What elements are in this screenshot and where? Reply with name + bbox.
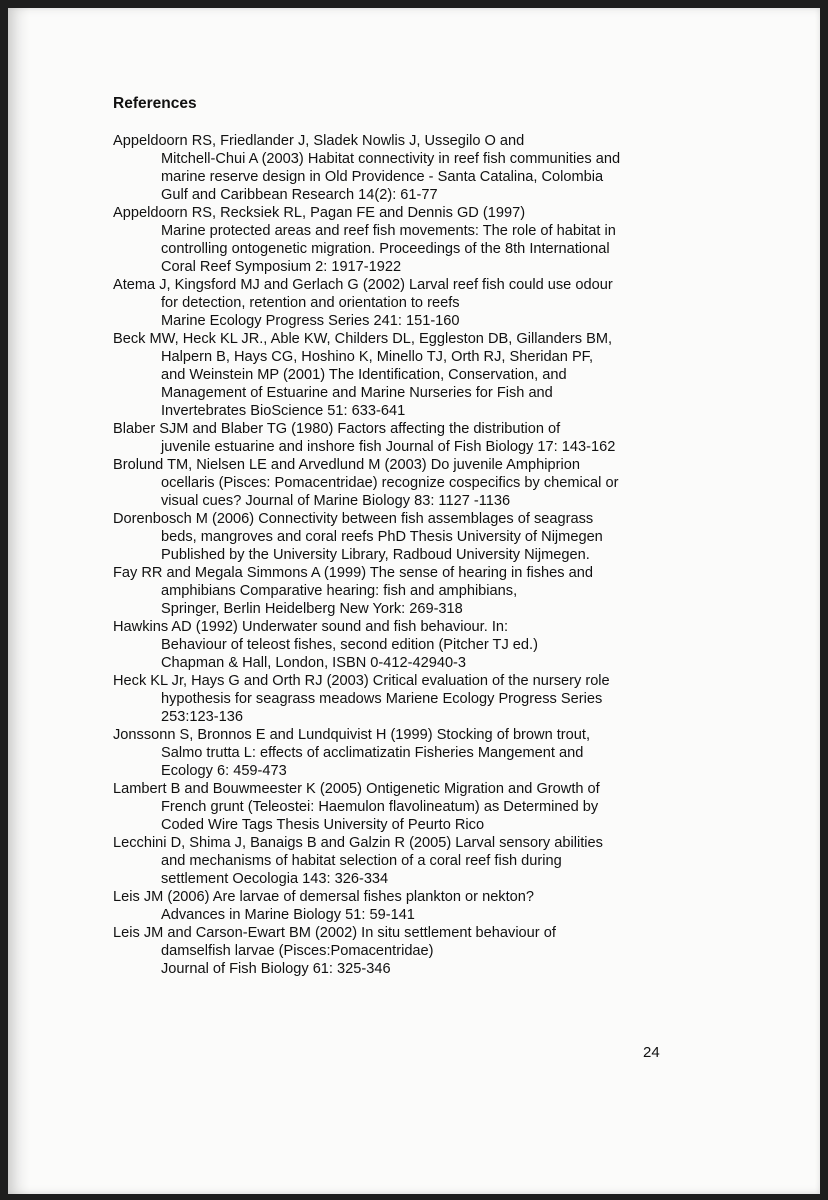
reference-first-line: Lambert B and Bouwmeester K (2005) Ontigenetic Migration and Growth of (113, 781, 600, 797)
reference-continuation-line: controlling ontogenetic migration. Proceedings of the 8th International (161, 241, 610, 257)
reference-continuation-line: Halpern B, Hays CG, Hoshino K, Minello TJ, Orth RJ, Sheridan PF, (161, 349, 594, 365)
reference-continuation-line: Ecology 6: 459-473 (161, 763, 287, 779)
reference-first-line: Fay RR and Megala Simmons A (1999) The sense of hearing in fishes and (113, 565, 593, 581)
reference-first-line: Heck KL Jr, Hays G and Orth RJ (2003) Critical evaluation of the nursery role (113, 673, 610, 689)
reference-first-line: Brolund TM, Nielsen LE and Arvedlund M (2003) Do juvenile Amphiprion (113, 457, 580, 473)
reference-continuation-line: settlement Oecologia 143: 326-334 (161, 871, 389, 887)
reference-continuation-line: and Weinstein MP (2001) The Identification, Conservation, and (161, 367, 567, 383)
reference-continuation-line: visual cues? Journal of Marine Biology 83: 1127 -1136 (161, 493, 511, 509)
reference-entry (113, 780, 673, 834)
reference-entry (113, 726, 673, 780)
section-heading: References (113, 95, 197, 112)
reference-continuation-line: Behaviour of teleost fishes, second edition (Pitcher TJ ed.) (161, 637, 538, 653)
reference-continuation-line: Gulf and Caribbean Research 14(2): 61-77 (161, 187, 438, 203)
reference-continuation-line: juvenile estuarine and inshore fish Journal of Fish Biology 17: 143-162 (161, 439, 616, 455)
reference-continuation-line: French grunt (Teleostei: Haemulon flavolineatum) as Determined by (161, 799, 599, 815)
reference-first-line: Lecchini D, Shima J, Banaigs B and Galzin R (2005) Larval sensory abilities (113, 835, 603, 851)
reference-continuation-line: Coded Wire Tags Thesis University of Peurto Rico (161, 817, 485, 833)
reference-continuation-line: Springer, Berlin Heidelberg New York: 269-318 (161, 601, 463, 617)
reference-first-line: Leis JM and Carson-Ewart BM (2002) In situ settlement behaviour of (113, 925, 556, 941)
reference-first-line: Blaber SJM and Blaber TG (1980) Factors affecting the distribution of (113, 421, 561, 437)
reference-continuation-line: Marine Ecology Progress Series 241: 151-160 (161, 313, 460, 329)
reference-first-line: Atema J, Kingsford MJ and Gerlach G (2002) Larval reef fish could use odour (113, 277, 613, 293)
page-number: 24 (643, 1044, 660, 1061)
reference-continuation-line: Chapman & Hall, London, ISBN 0-412-42940-3 (161, 655, 467, 671)
reference-list (113, 132, 673, 978)
reference-entry (113, 618, 673, 672)
reference-continuation-line: beds, mangroves and coral reefs PhD Thesis University of Nijmegen (161, 529, 603, 545)
reference-entry (113, 420, 673, 456)
reference-continuation-line: hypothesis for seagrass meadows Mariene Ecology Progress Series (161, 691, 603, 707)
reference-entry (113, 132, 673, 204)
reference-first-line: Appeldoorn RS, Friedlander J, Sladek Nowlis J, Ussegilo O and (113, 133, 525, 149)
reference-continuation-line: damselfish larvae (Pisces:Pomacentridae) (161, 943, 434, 959)
reference-entry (113, 276, 673, 330)
reference-continuation-line: and mechanisms of habitat selection of a coral reef fish during (161, 853, 562, 869)
reference-continuation-line: marine reserve design in Old Providence - Santa Catalina, Colombia (161, 169, 604, 185)
reference-entry (113, 672, 673, 726)
reference-entry (113, 888, 673, 924)
reference-continuation-line: for detection, retention and orientation to reefs (161, 295, 460, 311)
reference-entry (113, 834, 673, 888)
reference-continuation-line: Management of Estuarine and Marine Nurseries for Fish and (161, 385, 553, 401)
reference-continuation-line: ocellaris (Pisces: Pomacentridae) recognize cospecifics by chemical or (161, 475, 619, 491)
reference-continuation-line: Salmo trutta L: effects of acclimatizatin Fisheries Mangement and (161, 745, 584, 761)
reference-entry (113, 330, 673, 420)
reference-continuation-line: Invertebrates BioScience 51: 633-641 (161, 403, 406, 419)
reference-first-line: Hawkins AD (1992) Underwater sound and fish behaviour. In: (113, 619, 509, 635)
reference-continuation-line: Journal of Fish Biology 61: 325-346 (161, 961, 391, 977)
reference-first-line: Appeldoorn RS, Recksiek RL, Pagan FE and Dennis GD (1997) (113, 205, 526, 221)
reference-first-line: Dorenbosch M (2006) Connectivity between fish assemblages of seagrass (113, 511, 594, 527)
reference-entry (113, 204, 673, 276)
reference-continuation-line: Published by the University Library, Radboud University Nijmegen. (161, 547, 590, 563)
reference-entry (113, 924, 673, 978)
reference-first-line: Beck MW, Heck KL JR., Able KW, Childers DL, Eggleston DB, Gillanders BM, (113, 331, 613, 347)
reference-entry (113, 564, 673, 618)
reference-entry (113, 510, 673, 564)
reference-continuation-line: 253:123-136 (161, 709, 243, 725)
reference-first-line: Jonssonn S, Bronnos E and Lundquivist H (1999) Stocking of brown trout, (113, 727, 591, 743)
reference-continuation-line: Mitchell-Chui A (2003) Habitat connectivity in reef fish communities and (161, 151, 621, 167)
reference-continuation-line: Advances in Marine Biology 51: 59-141 (161, 907, 415, 923)
reference-continuation-line: Marine protected areas and reef fish movements: The role of habitat in (161, 223, 616, 239)
reference-first-line: Leis JM (2006) Are larvae of demersal fishes plankton or nekton? (113, 889, 535, 905)
page-spine-shadow (8, 8, 30, 1194)
reference-continuation-line: Coral Reef Symposium 2: 1917-1922 (161, 259, 402, 275)
reference-entry (113, 456, 673, 510)
reference-continuation-line: amphibians Comparative hearing: fish and amphibians, (161, 583, 518, 599)
